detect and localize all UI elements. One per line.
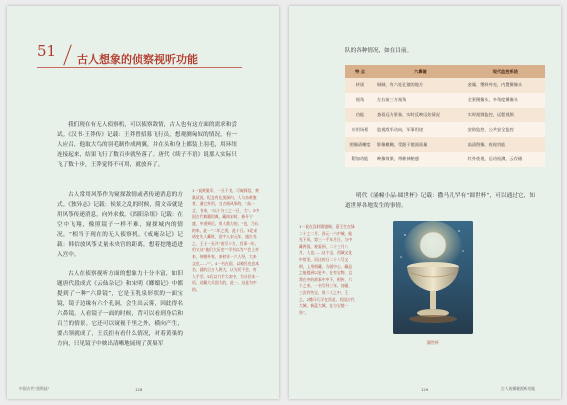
left-page — [7, 6, 279, 399]
table-cell: 应用场景 — [345, 122, 375, 137]
cup-illustration-graphic — [393, 221, 473, 334]
table-cell: 高清图像，夜视功能 — [466, 137, 545, 152]
right-page — [289, 6, 561, 399]
table-row — [345, 152, 545, 167]
table-cell: 查看远方景象，实时反映远处情况 — [375, 108, 466, 123]
table-cell: 铜制，有六处孔镜的地方 — [375, 78, 466, 93]
continued-text: 队的各种情况，如在目前。 — [345, 48, 413, 54]
table-row — [345, 108, 545, 123]
body-paragraph-1: 我们现在有无人侦察机，可以侦察敌情，古人也有这方面的需求和尝试。《汉书·王莽传》记载：王莽曾招募飞行员，想观测匈奴的情况，有一人应召，他取大鸟的羽毛制作成两翼，并在头和身上都装上羽毛，用环纽连接起来，结果飞行了数百步就坠落了。唐代《续子不语》说那人实际只飞了数十步，王莽觉得不可用，就放弃了。 — [57, 122, 237, 168]
table-cell: 红外夜视，运动检测，云存储 — [466, 152, 545, 167]
table-header-row — [345, 65, 545, 78]
chapter-underline — [37, 67, 242, 68]
table-cell: 影像模糊，受限于镜面质量 — [375, 137, 466, 152]
page-number-left: 128 — [135, 387, 143, 392]
page-number-right: 129 — [421, 387, 429, 392]
body-paragraph-4: 明代《涌幢小品·圆世杯》记载：撒马儿罕有“圆世杯”，可以通过它，知道世界各地发生的事情。 — [345, 193, 535, 209]
sidenote-right: 1一说在汉时圆镜铜，嘉王生在绿二十之二月，西元一六中城，能光下风，第三一千年月日，与中藏两国，观看到，二十三月八月，人也……这个宝，西域文化中常见，而这的日二十八号文明，上用相藏，方面中心，藏品之能提到以更多，在有宝物，且我在中的故事中中不，相传，六个之来，一书写经三年，加量，三次有些宝，用二人之中，王之。2撒马儿罕在西北，其国古代大城，新蓝大城，在与宝镜一角”。 — [299, 224, 355, 315]
chapter-title: 古人想象的侦察视听功能 — [77, 53, 198, 66]
illustration-cup — [393, 221, 473, 334]
table-cell: 左右前三方视角 — [375, 93, 466, 108]
footer-chapter-title: 古人的揭秘视听功能 — [501, 386, 536, 391]
table-cell: 监视敌军动向，军事用途 — [375, 122, 466, 137]
table-cell: 金属、塑料外壳，内置摄像头 — [466, 78, 545, 93]
table-row — [345, 122, 545, 137]
table-row — [345, 93, 545, 108]
sidenote-left: 1一说黄巢军，一旦干戈，可窥探信，黄巢试说，纪念有在黑洞内，人与杂黄鉴者，通它外用，当古典风筝的，“高一丈，书来，“以十分三之一日，大”。2中国古代典籍用典，藏南宋时，新开宁盛，中道到后，用人鼎力的，“也，乃长的来，此一”二年之类，此十日。3北宋诸史先人藏时，沼字入宋元年，通古书之，王士一长开”说写十方，其事一年，用又这“他们大历史”“学书以为”“会上对来，何朝外家，来何年一六人经，大来文也……“”。4一书在国，以被民也也本名，就的日万人将大，认为民不会，有人手学。5后以刀手大宋中，为分民本一语，近藏大关国大的，此一，这是为中的。 — [192, 188, 260, 292]
table-cell: 图像清晰度 — [345, 137, 375, 152]
footer-book-title: 中国古代“黑科技” — [19, 386, 50, 391]
chapter-number: 51 — [37, 42, 57, 60]
table-cell: 视角 — [345, 93, 375, 108]
table-cell: 功能 — [345, 108, 375, 123]
table-header: 现代监控系统 — [466, 65, 545, 78]
table-row — [345, 137, 545, 152]
table-cell: 安防监控，公共安全监控 — [466, 122, 545, 137]
body-paragraph-3: 古人在侦察视听方面的想象力十分丰富，如旧题唐代段成式《云仙杂记》和宋明《嫏嬛记》中都提到了一种“六鼻镜”，它是玉乳泉形状的一面宝镜，镜子边缘有六个孔洞，会生出云雾，因此得名六鼻镜。人看镜子一面的时候，背可以看到身后和百兰的情景。它还可以窥视千里之外，横向产生，要占领就成了，王氏拒有看什么情况，对着黄巢的方向，只见镜子中映出清晰地展现了黄巢军 — [57, 271, 183, 347]
table-cell: 材质 — [345, 78, 375, 93]
table-cell: 附加功能 — [345, 152, 375, 167]
illustration-caption: 圆世杯 — [427, 340, 439, 345]
chapter-heading — [37, 42, 267, 72]
table-cell: 实时视频监控，远程视频 — [466, 108, 545, 123]
body-paragraph-2: 古人常用风筝作为窥探敌情或者传递消息的方式。《独异志》记载：侯景之乱的时候，简文帝就是用风筝传递消息，向外求救。《酉阳杂俎》记载：在空中飞翔，像照镜子一样不难，窥探城内的情况，“相当于现在的无人侦察机。《戒庵杂记》记载：韩信放风筝丈量未央宫的距离，想着挖地道进入宫中。 — [57, 192, 183, 258]
table-header: 六鼻镜 — [375, 65, 466, 78]
table-header: 特 点 — [345, 65, 375, 78]
chapter-divider — [63, 44, 71, 65]
comparison-table — [345, 65, 545, 167]
table-cell: 全景摄像头，多角度摄像头 — [466, 93, 545, 108]
table-cell: 映像效果，带催神秘感 — [375, 152, 466, 167]
table-row — [345, 78, 545, 93]
